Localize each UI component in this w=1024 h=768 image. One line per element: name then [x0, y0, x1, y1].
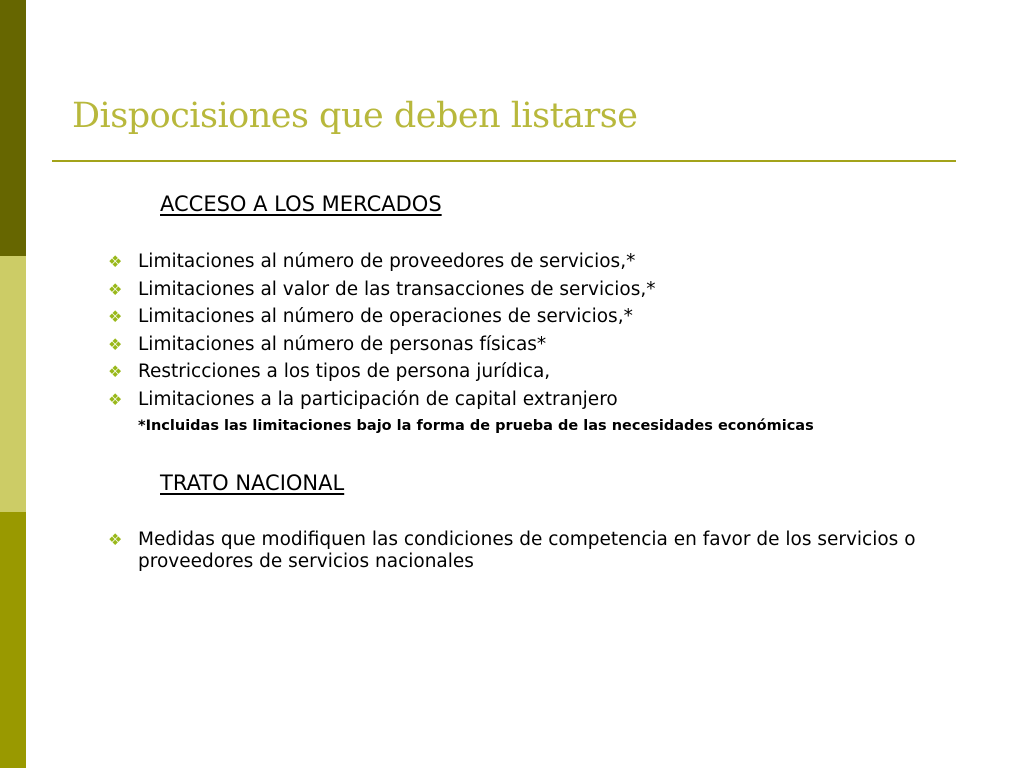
list-item: [104, 277, 656, 305]
diamond-bullet-icon: ❖: [108, 530, 123, 549]
footnote: *Incluidas las limitaciones bajo la forma de prueba de las necesidades económicas: [138, 418, 814, 434]
diamond-bullet-icon: ❖: [108, 307, 123, 326]
list-item-text: Limitaciones al número de proveedores de servicios,*: [138, 251, 636, 272]
sidebar-stripe-top: [0, 0, 26, 256]
title-divider: [52, 160, 956, 162]
list-item-text: Limitaciones al valor de las transacciones de servicios,*: [138, 278, 656, 300]
diamond-bullet-icon: ❖: [108, 279, 123, 299]
diamond-bullet-icon: ❖: [108, 334, 123, 354]
list-item: [104, 387, 656, 415]
list-item: [104, 529, 924, 573]
list-item: [104, 304, 656, 332]
list-item: [104, 332, 656, 360]
list-item-text: Limitaciones al número de personas físicas*: [138, 333, 547, 355]
list-item-text: Medidas que modifiquen las condiciones de competencia en favor de los servicios o proveedores de servicios nacionales: [138, 529, 916, 572]
list-item: [104, 359, 656, 387]
list-item-text: Restricciones a los tipos de persona jurídica,: [138, 361, 551, 382]
slide-title: Dispocisiones que deben listarse: [72, 96, 638, 136]
list-item-text: Limitaciones a la participación de capital extranjero: [138, 388, 618, 410]
list-item-text: Limitaciones al número de operaciones de servicios,*: [138, 306, 633, 327]
market-access-list: [104, 249, 656, 414]
section-heading-national-treatment: TRATO NACIONAL: [160, 471, 345, 495]
diamond-bullet-icon: ❖: [108, 252, 123, 271]
sidebar-stripe-bottom: [0, 512, 26, 768]
diamond-bullet-icon: ❖: [108, 362, 123, 381]
sidebar-stripe-middle: [0, 256, 26, 512]
list-item: [104, 249, 656, 277]
section-heading-market-access: ACCESO A LOS MERCADOS: [160, 192, 442, 216]
national-treatment-list: [104, 529, 924, 573]
diamond-bullet-icon: ❖: [108, 389, 123, 409]
